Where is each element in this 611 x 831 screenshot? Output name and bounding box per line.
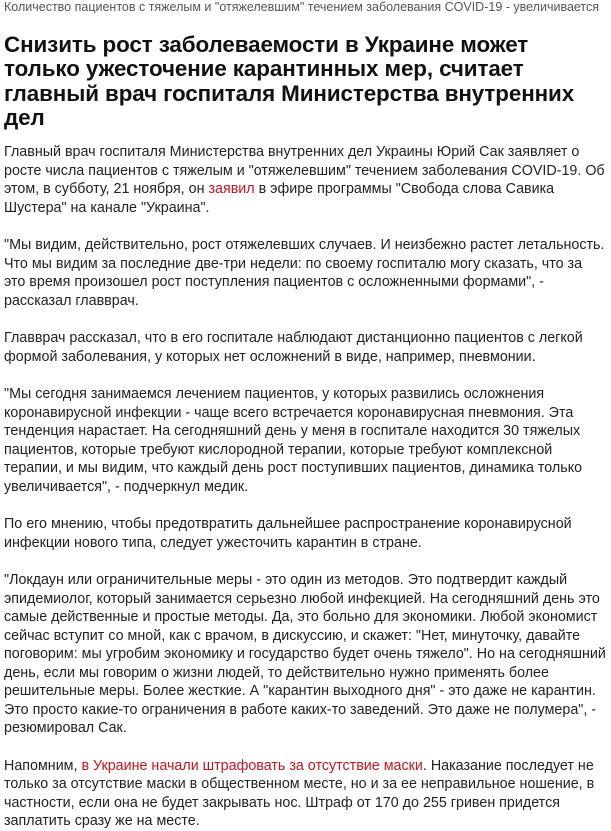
paragraph-3: Главврач рассказал, что в его госпитале наблюдают дистанционно пациентов с легкой формой заболевания, у которых нет осложнений в виде, например, пневмонии. xyxy=(4,330,583,365)
paragraph-5: По его мнению, чтобы предотвратить дальнейшее распространение коронавирусной инфекции нового типа, следует ужесточить карантин в стране. xyxy=(4,516,572,551)
mask-fines-link[interactable]: в Украине начали штрафовать за отсутствие маски xyxy=(81,757,423,774)
paragraph-6: "Локдаун или ограничительные меры - это один из методов. Это подтвердит каждый эпидемиолог, который занимается серьезно любой инфекцией. На сегодняшний день это самые действенные и простые методы. Да, это больно для экономики. Любой экономист сейчас вступит со мной, как с врачом, в дискуссию, и скажет: "Нет, минуточку, давайте поговорим: мы угробим экономику и государство будет очень тяжело". Но на сегодняшний день, если мы говорим о жизни людей, то действительно нужно применять более решительные меры. Более жесткие. А "карантин выходного дня" - это даже не карантин. Это просто какие-то ограничения в работе каких-то заведений. Это даже не полумера", - резюмировал Сак. xyxy=(4,572,606,737)
paragraph-1-text-after: в эфире программы "Свобода слова Савика Шустера" на канале "Украина". xyxy=(4,181,555,216)
paragraph-7 xyxy=(4,757,607,831)
article-headline: Снизить рост заболеваемости в Украине может только ужесточение карантинных мер, считает главный врач госпиталя Министерства внутренних дел xyxy=(4,32,575,130)
paragraph-1-text-before: Главный врач госпиталя Министерства внутренних дел Украины Юрий Сак заявляет о росте числа пациентов с тяжелым и "отяжелевшим" течением заболевания COVID-19. Об этом, в субботу, 21 ноября, он xyxy=(4,144,605,198)
paragraph-4: "Мы сегодня занимаемся лечением пациентов, у которых развились осложнения коронавирусной инфекции - чаще всего встречается коронавирусная пневмония. Эта тенденция нарастает. На сегодняшний день у меня в госпитале находится 30 тяжелых пациентов, которые требуют кислородной терапии, которые требуют комплексной терапии, и мы видим, что каждый день рост поступивших пациентов, динамика только увеличивается", - подчеркнул медик. xyxy=(4,386,583,495)
zayavil-link[interactable]: заявил xyxy=(208,181,255,198)
article-kicker: Количество пациентов с тяжелым и "отяжелевшим" течением заболевания COVID-19 - увеличивается xyxy=(4,0,600,14)
paragraph-7-text-after: . Наказание последует не только за отсутствие маски в общественном месте, но и за ее неправильное ношение, в частности, если она не будет закрывать нос. Штраф от 170 до 255 гривен придется заплатить сразу же на месте. xyxy=(4,757,595,830)
paragraph-1 xyxy=(4,143,607,217)
paragraph-7-text-before: Напомним, xyxy=(4,757,82,774)
paragraph-2: "Мы видим, действительно, рост отяжелевших случаев. И неизбежно растет летальность. Что мы видим за последние две-три недели: по своему госпиталю могу сказать, что за это время произошел рост поступления пациентов с осложненными формами", - рассказал главврач. xyxy=(4,237,605,309)
